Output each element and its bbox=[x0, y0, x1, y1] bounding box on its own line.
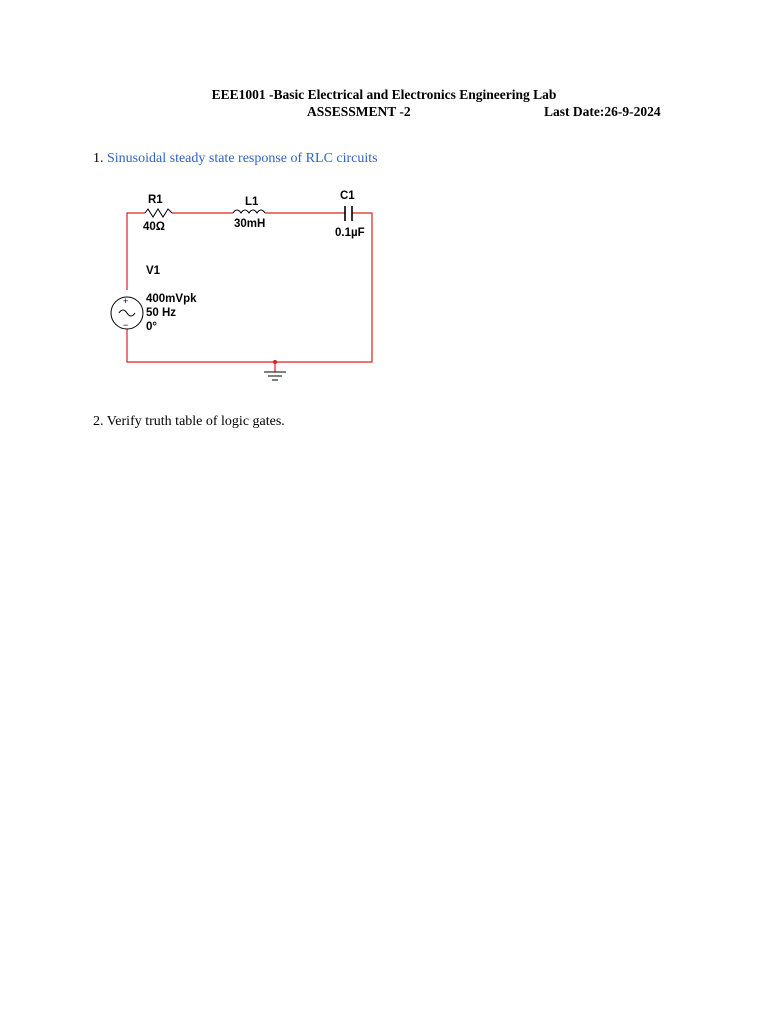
source-amplitude: 400mVpk bbox=[146, 293, 197, 305]
ground-junction-dot bbox=[273, 360, 277, 364]
ground-symbol bbox=[264, 372, 286, 380]
resistor-name: R1 bbox=[148, 194, 163, 206]
capacitor-value: 0.1µF bbox=[335, 227, 365, 239]
question-2-text: Verify truth table of logic gates. bbox=[106, 414, 285, 429]
source-name: V1 bbox=[146, 265, 161, 277]
source-frequency: 50 Hz bbox=[146, 307, 177, 319]
resistor-symbol bbox=[145, 209, 172, 217]
question-1-text: Sinusoidal steady state response of RLC circuits bbox=[107, 151, 378, 166]
inductor-name: L1 bbox=[245, 196, 259, 208]
last-date-label: Last Date:26-9-2024 bbox=[544, 104, 661, 119]
document-title: EEE1001 -Basic Electrical and Electronics Engineering Lab bbox=[211, 87, 557, 102]
question-1 bbox=[93, 151, 378, 167]
capacitor-symbol bbox=[345, 206, 352, 221]
rlc-circuit-diagram bbox=[100, 180, 390, 390]
source-plus-sign: + bbox=[123, 296, 129, 306]
inductor-value: 30mH bbox=[234, 218, 266, 230]
inductor-symbol bbox=[233, 210, 265, 213]
question-2-number: 2. bbox=[93, 414, 104, 429]
capacitor-name: C1 bbox=[340, 190, 355, 202]
resistor-value: 40Ω bbox=[143, 221, 166, 233]
source-minus-sign: − bbox=[123, 320, 129, 330]
source-phase: 0° bbox=[146, 321, 157, 333]
question-2 bbox=[93, 414, 285, 430]
question-1-number: 1. bbox=[93, 151, 104, 166]
assessment-label: ASSESSMENT -2 bbox=[307, 104, 411, 119]
